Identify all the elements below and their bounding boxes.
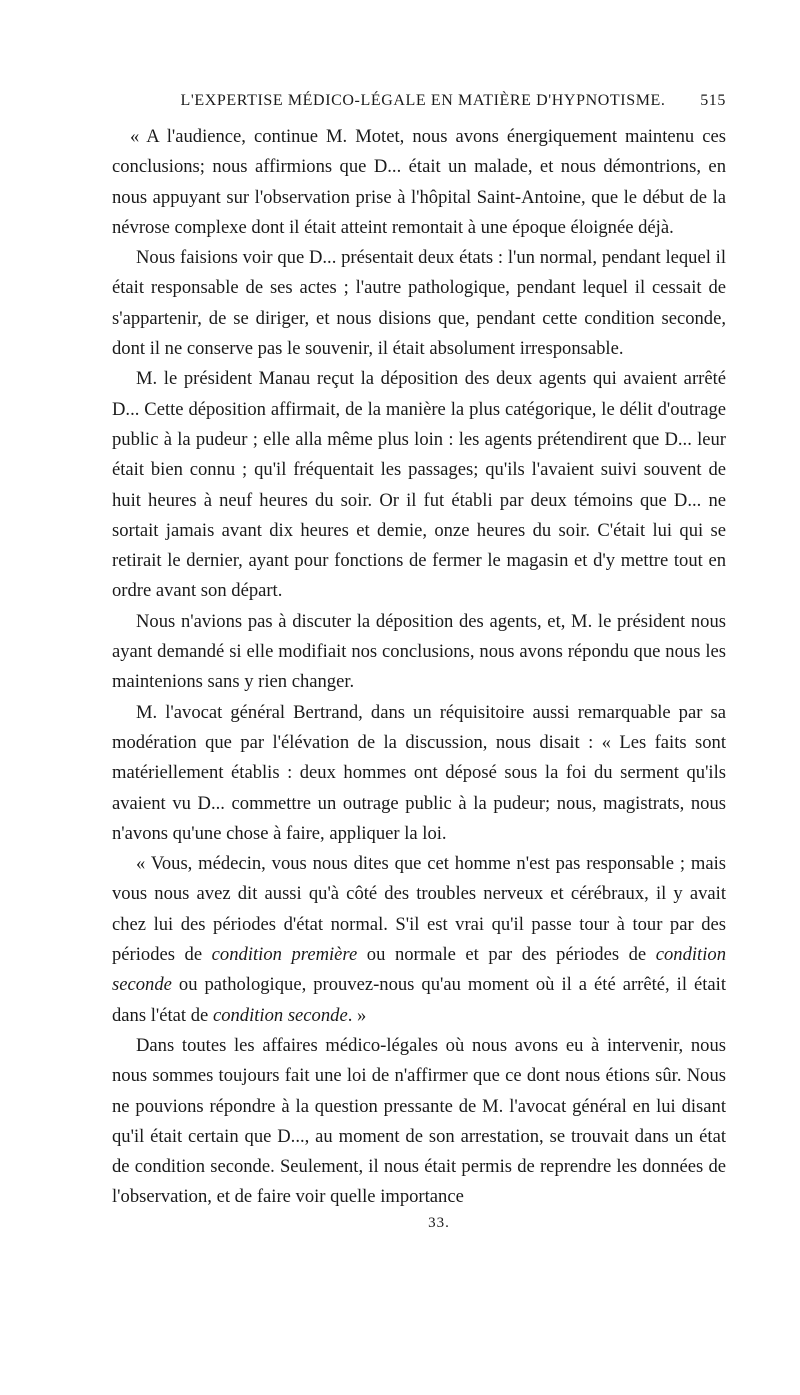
running-title: L'EXPERTISE MÉDICO-LÉGALE EN MATIÈRE D'HYPNOTISME. [180,92,666,109]
italic-phrase: condition seconde [112,944,726,996]
paragraph-7: Dans toutes les affaires médico-légales où nous avons eu à intervenir, nous nous sommes toujours fait une loi de n'affirmer que ce dont nous étions sûr. Nous ne pouvions répondre à la question pressante de M. l'avocat général en lui disant qu'il était certain que D..., au moment de son arrestation, se trouvait dans un état de condition seconde. Seulement, il nous était permis de reprendre les données de l'observation, et de faire voir quelle importance [112,1034,726,1208]
paragraph-3: M. le président Manau reçut la déposition des deux agents qui avaient arrêté D... Cette déposition affirmait, de la manière la plus catégorique, le délit d'outrage public à la pudeur ; elle alla même plus loin : les agents prétendirent que D... leur était bien connu ; qu'il fréquentait les passages; qu'ils l'avaient suivi souvent de huit heures à neuf heures du soir. Or il fut établi par deux témoins que D... ne sortait jamais avant dix heures et demie, onze heures du soir. C'était lui qui se retirait le dernier, ayant pour fonctions de fermer le magasin et d'y mettre tout en ordre avant son départ. [112,368,726,602]
paragraph-6 [112,849,726,1031]
running-head [112,92,726,120]
paragraph-6-text: « Vous, médecin, vous nous dites que cet homme n'est pas responsable ; mais vous nous avez dit aussi qu'à côté des troubles nerveux et cérébraux, il y avait chez lui des périodes d'état normal. S'il est vrai qu'il passe tour à tour par des périodes de condition première ou normale et par des périodes de condition seconde ou pathologique, prouvez-nous qu'au moment où il a été arrêté, il était dans l'état de condition seconde. » [112,853,726,1026]
italic-phrase: condition seconde [212,1004,348,1026]
page-body [112,122,726,1213]
paragraph-1: « A l'audience, continue M. Motet, nous avons énergiquement maintenu ces conclusions; nous affirmions que D... était un malade, et nous démontrions, en nous appuyant sur l'observation prise à l'hôpital Saint-Antoine, que le début de la névrose complexe dont il était atteint remontait à une époque éloignée déjà. [112,126,726,238]
signature-mark: 33. [428,1214,450,1231]
paragraph-4: Nous n'avions pas à discuter la déposition des agents, et, M. le président nous ayant demandé si elle modifiait nos conclusions, nous avons répondu que nous les maintenions sans y rien changer. [112,610,726,693]
paragraph-5: M. l'avocat général Bertrand, dans un réquisitoire aussi remarquable par sa modération que par l'élévation de la discussion, nous disait : « Les faits sont matériellement établis : deux hommes ont déposé sous la foi du serment qu'ils avaient vu D... commettre un outrage public à la pudeur; nous, magistrats, nous n'avons qu'une chose à faire, appliquer la loi. [112,701,726,844]
page-number: 515 [700,92,726,109]
italic-phrase: condition première [211,944,358,966]
paragraph-2: Nous faisions voir que D... présentait deux états : l'un normal, pendant lequel il était responsable de ses actes ; l'autre pathologique, pendant lequel il cessait de s'appartenir, de se diriger, et nous disions que, pendant cette condition seconde, dont il ne conserve pas le souvenir, il était absolument irresponsable. [112,247,726,360]
book-page [112,92,726,1232]
